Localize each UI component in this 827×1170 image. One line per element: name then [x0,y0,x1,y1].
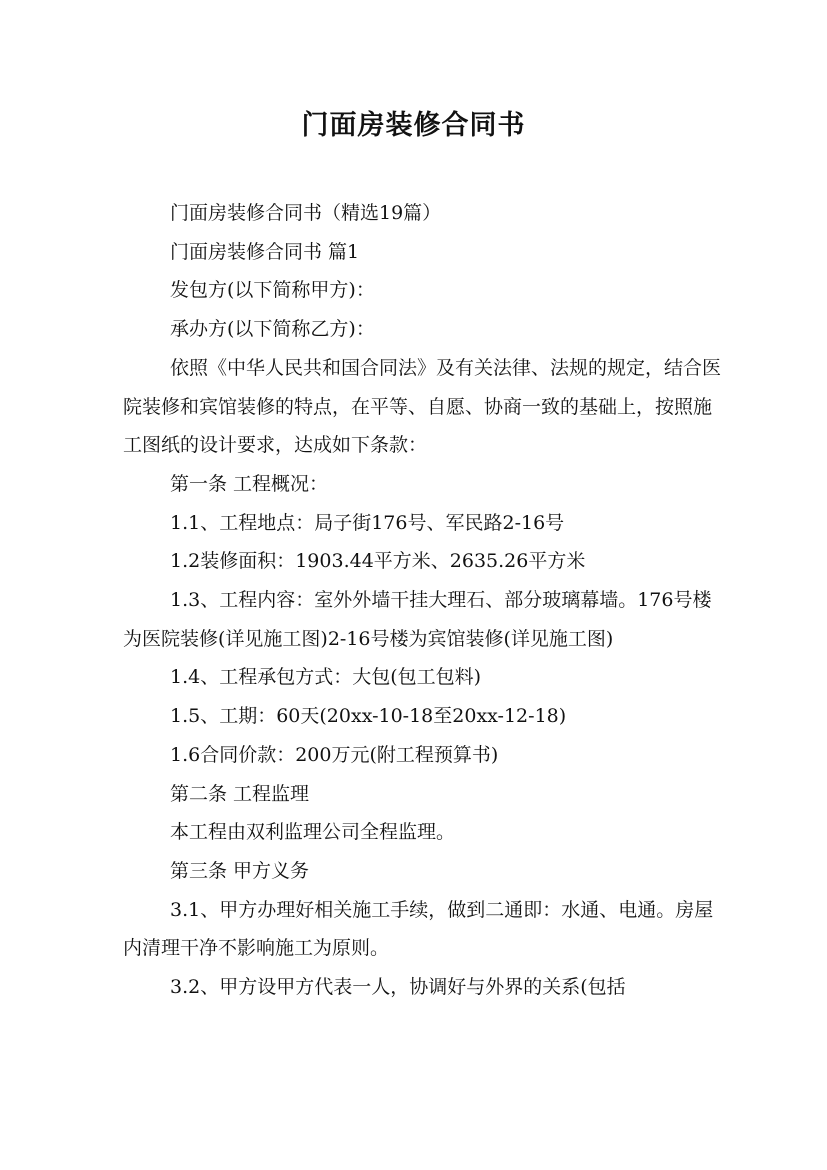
document-body [123,194,723,1007]
paragraph-clause-1-1: 1.1、工程地点：局子街176号、军民路2-16号 [170,511,565,534]
paragraph-section-heading: 门面房装修合同书 篇1 [170,240,360,263]
paragraph-subtitle: 门面房装修合同书（精选19篇） [170,202,442,224]
paragraph-article-2-body: 本工程由双利监理公司全程监理。 [170,821,456,844]
paragraph-article-1-heading: 第一条 工程概况： [170,472,329,495]
paragraph-article-3-heading: 第三条 甲方义务 [170,859,310,882]
paragraph-clause-3-2: 3.2、甲方设甲方代表一人，协调好与外界的关系(包括 [170,976,626,999]
paragraph-clause-1-6: 1.6合同价款：200万元(附工程预算书) [170,743,499,766]
paragraph-clause-1-3: 1.3、工程内容：室外外墙干挂大理石、部分玻璃幕墙。176号楼为医院装修(详见施工图)2-16号楼为宾馆装修(详见施工图) [123,589,712,650]
document-title: 门面房装修合同书 [301,110,526,141]
paragraph-clause-1-4: 1.4、工程承包方式：大包(包工包料) [170,666,482,689]
paragraph-clause-3-1: 3.1、甲方办理好相关施工手续，做到二通即：水通、电通。房屋内清理干净不影响施工为原则。 [123,898,714,960]
paragraph-party-b: 承办方(以下简称乙方)： [170,318,375,341]
paragraph-article-2-heading: 第二条 工程监理 [170,782,310,805]
paragraph-clause-1-5: 1.5、工期：60天(20xx-10-18至20xx-12-18) [170,705,567,728]
paragraph-preamble: 依照《中华人民共和国合同法》及有关法律、法规的规定，结合医院装修和宾馆装修的特点，在平等、自愿、协商一致的基础上，按照施工图纸的设计要求，达成如下条款： [123,356,722,457]
paragraph-party-a: 发包方(以下简称甲方)： [170,279,375,302]
paragraph-clause-1-2: 1.2装修面积：1903.44平方米、2635.26平方米 [170,550,586,573]
